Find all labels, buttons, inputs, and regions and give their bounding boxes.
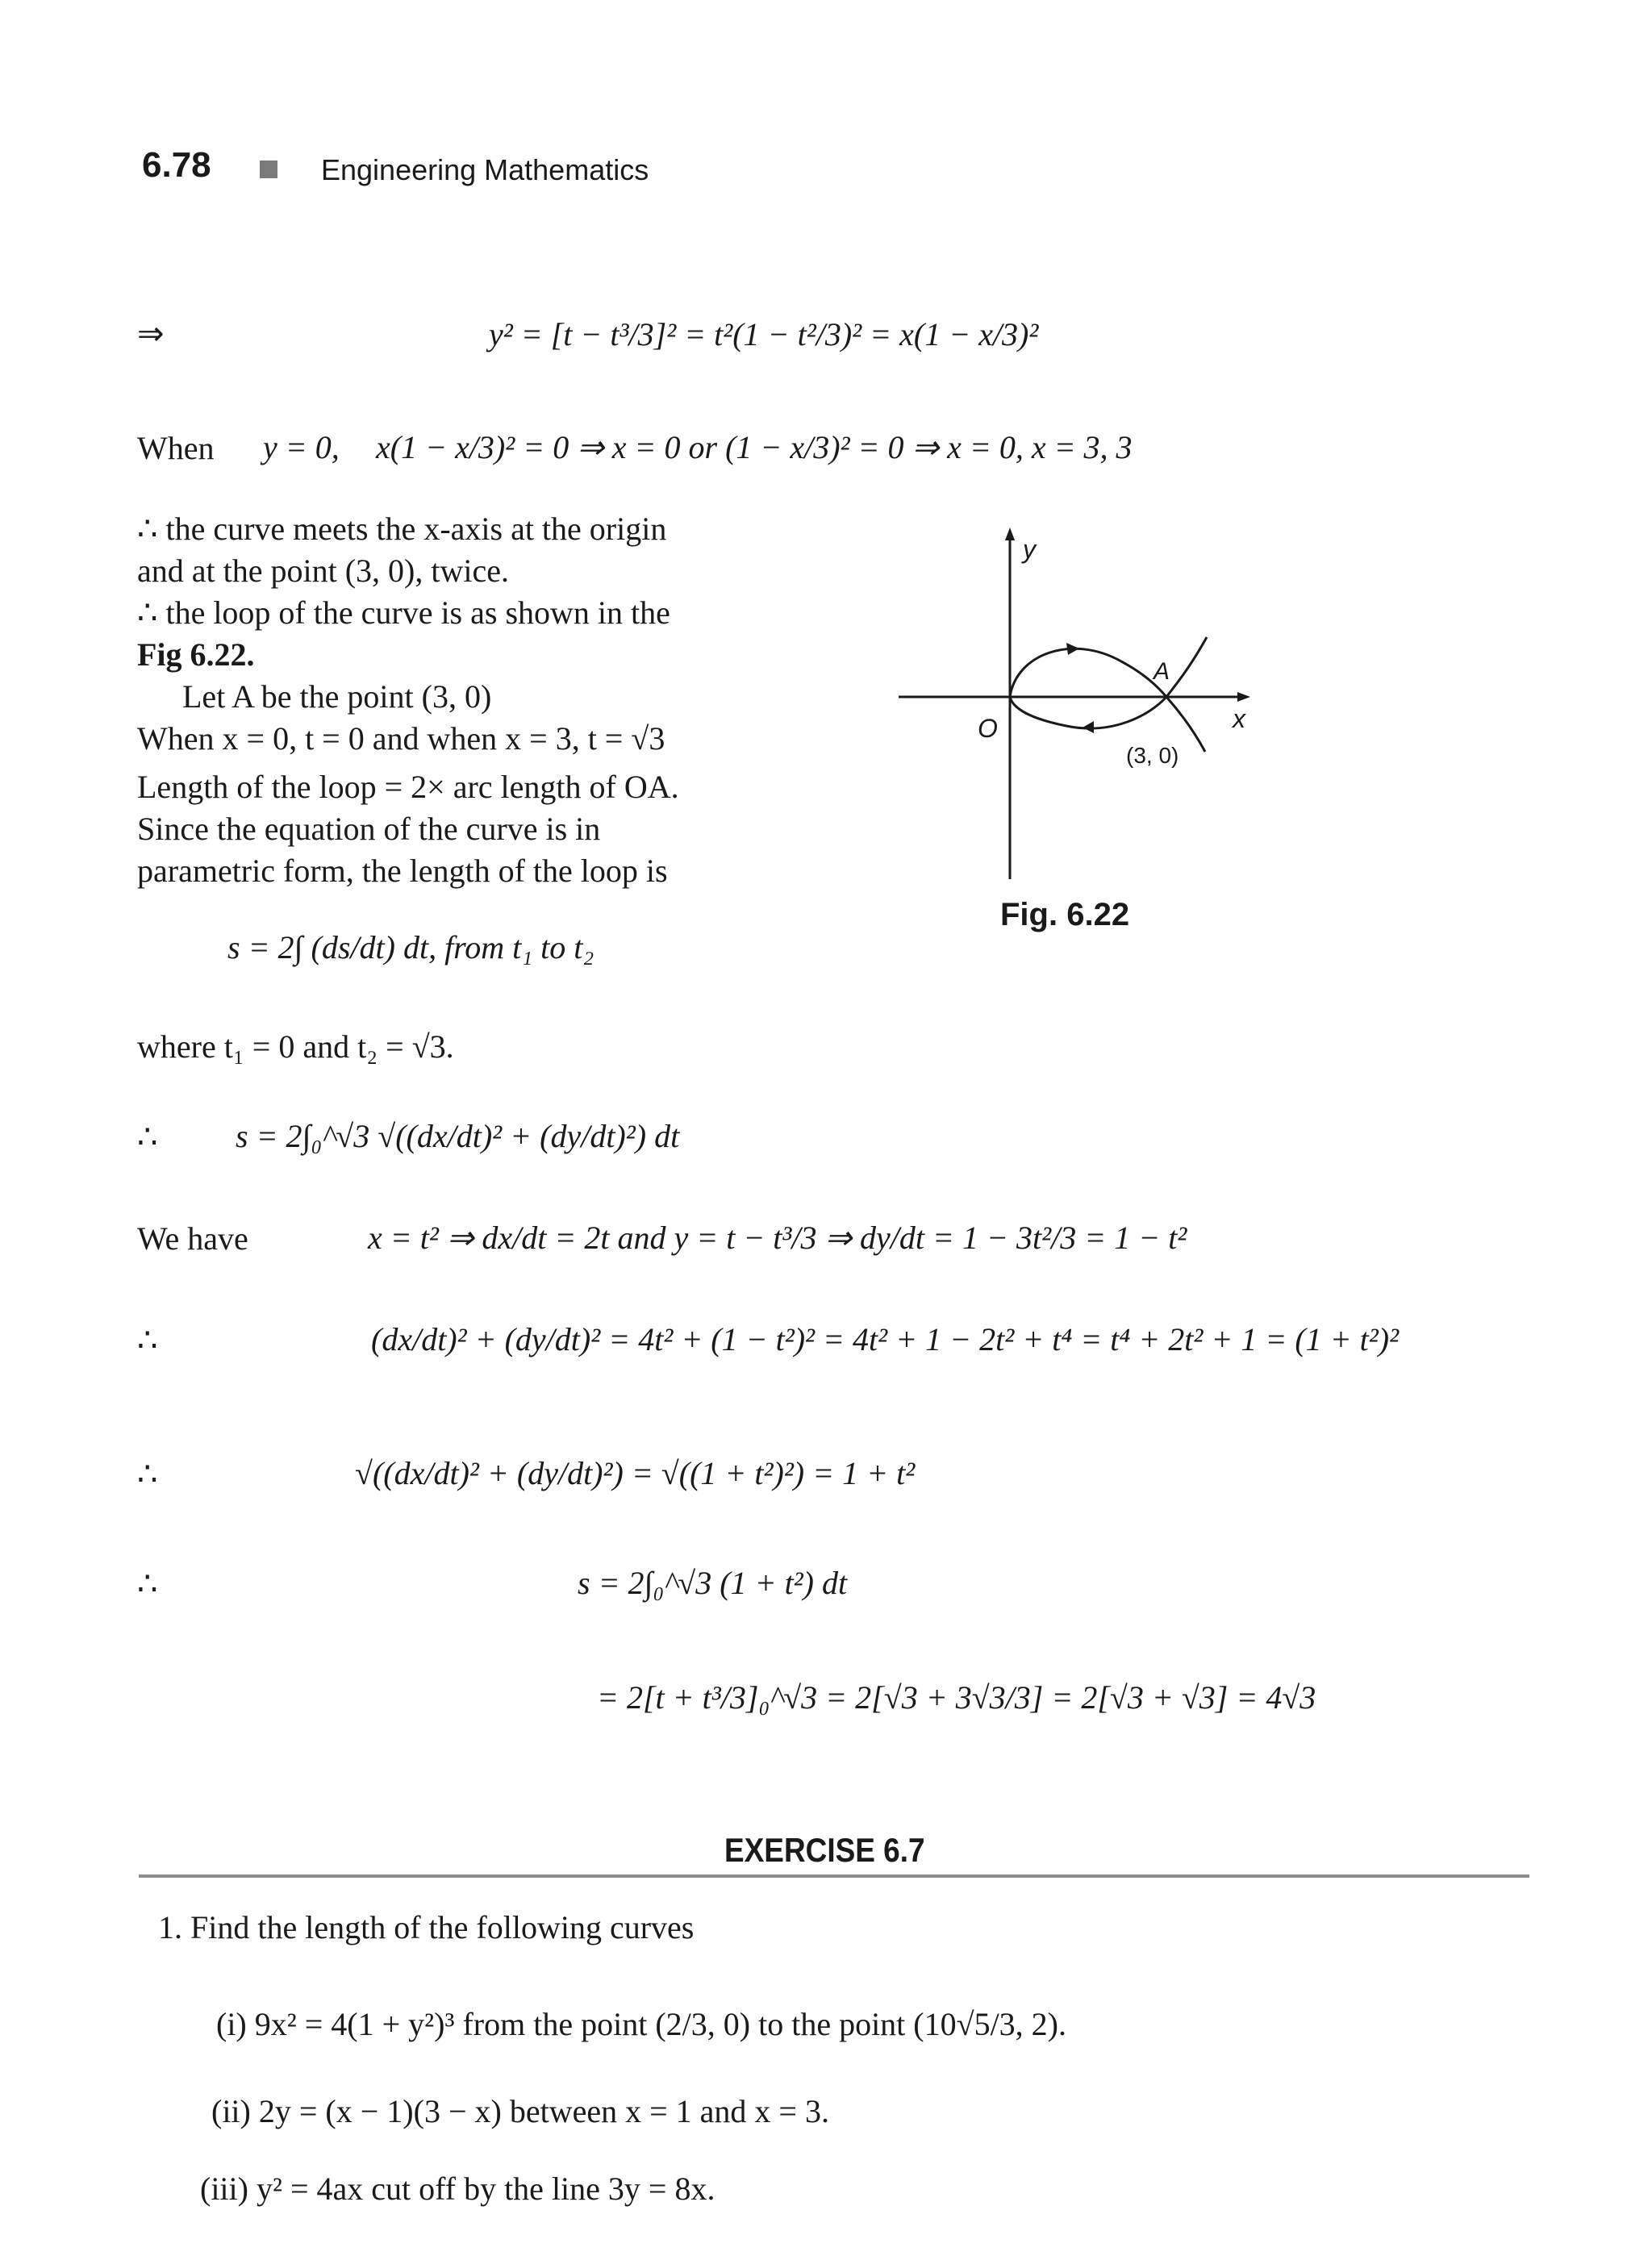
para-line-9: parametric form, the length of the loop is — [137, 853, 668, 889]
para-line-3: ∴ the loop of the curve is as shown in the — [137, 594, 670, 631]
condition-y-zero: y = 0, — [263, 429, 340, 465]
s-integral: s = 2∫₀^√3 √((dx/dt)² + (dy/dt)²) dt — [236, 1118, 680, 1154]
s-formula: s = 2∫ (ds/dt) dt, from t₁ to t₂ — [227, 929, 594, 965]
para-line-2: and at the point (3, 0), twice. — [137, 553, 509, 589]
equation-y-squared — [489, 315, 1038, 355]
para-line-7: Length of the loop = 2× arc length of OA. — [137, 769, 679, 805]
direction-arrow-upper — [1066, 643, 1079, 655]
curve-upper-tail — [1166, 637, 1207, 697]
exercise-divider — [139, 1874, 1529, 1878]
sqrt-line: √((dx/dt)² + (dy/dt)²) = √((1 + t²)²) = 1 + t² — [355, 1455, 916, 1491]
equation-y-squared-text: y² = [t − t³/3]² = t²(1 − t²/3)² = x(1 − x/3)² — [489, 316, 1039, 352]
implies-arrow: ⇒ — [137, 315, 165, 352]
para-line-1: ∴ the curve meets the x-axis at the origin — [137, 511, 667, 547]
therefore-symbol-3: ∴ — [137, 1456, 158, 1492]
x-axis-label: x — [1233, 704, 1245, 733]
where-line: where t₁ = 0 and t₂ = √3. — [137, 1028, 454, 1065]
book-title: Engineering Mathematics — [321, 153, 649, 186]
therefore-symbol-1: ∴ — [137, 1119, 158, 1155]
point-a-coordinates: (3, 0) — [1126, 743, 1179, 768]
we-have-label: We have — [137, 1220, 248, 1257]
derivatives-line: x = t² ⇒ dx/dt = 2t and y = t − t³/3 ⇒ dy/dt = 1 − 3t²/3 = 1 − t² — [368, 1220, 1187, 1256]
y-axis-arrowhead — [1005, 528, 1015, 540]
loop-curve-figure — [895, 524, 1266, 911]
exercise-question-1: 1. Find the length of the following curves — [158, 1909, 695, 1945]
para-line-5: Let A be the point (3, 0) — [182, 678, 492, 715]
s-final-integral: s = 2∫₀^√3 (1 + t²) dt — [578, 1565, 848, 1601]
therefore-symbol-4: ∴ — [137, 1566, 158, 1602]
para-line-8: Since the equation of the curve is in — [137, 811, 601, 847]
loop-curve — [1010, 648, 1166, 728]
para-line-4: Fig 6.22. — [137, 636, 255, 673]
origin-label: O — [978, 714, 998, 743]
point-a-label: A — [1153, 658, 1170, 685]
result-line: = 2[t + t³/3]₀^√3 = 2[√3 + 3√3/3] = 2[√3 + √3] = 4√3 — [597, 1679, 1316, 1716]
sum-of-squares-line: (dx/dt)² + (dy/dt)² = 4t² + (1 − t²)² = 4t² + 1 − 2t² + t⁴ = t⁴ + 2t² + 1 = (1 + t²)² — [371, 1321, 1400, 1357]
x-axis-arrowhead — [1237, 692, 1250, 702]
therefore-symbol-2: ∴ — [137, 1322, 158, 1358]
when-label: When — [137, 430, 215, 466]
figure-caption: Fig. 6.22 — [1000, 897, 1130, 932]
exercise-title: EXERCISE 6.7 — [724, 1831, 925, 1869]
page-number: 6.78 — [142, 145, 211, 185]
exercise-item-i: (i) 9x² = 4(1 + y²)³ from the point (2/3, 0) to the point (10√5/3, 2). — [216, 2006, 1067, 2042]
equation-roots: x(1 − x/3)² = 0 ⇒ x = 0 or (1 − x/3)² = 0 ⇒ x = 0, x = 3, 3 — [376, 429, 1133, 465]
header-square-bullet — [260, 161, 277, 178]
exercise-item-ii: (ii) 2y = (x − 1)(3 − x) between x = 1 and x = 3. — [211, 2093, 829, 2129]
para-line-6: When x = 0, t = 0 and when x = 3, t = √3 — [137, 720, 665, 757]
direction-arrow-lower — [1083, 721, 1094, 733]
y-axis-label: y — [1023, 535, 1036, 564]
exercise-item-iii: (iii) y² = 4ax cut off by the line 3y = 8x. — [200, 2171, 715, 2207]
